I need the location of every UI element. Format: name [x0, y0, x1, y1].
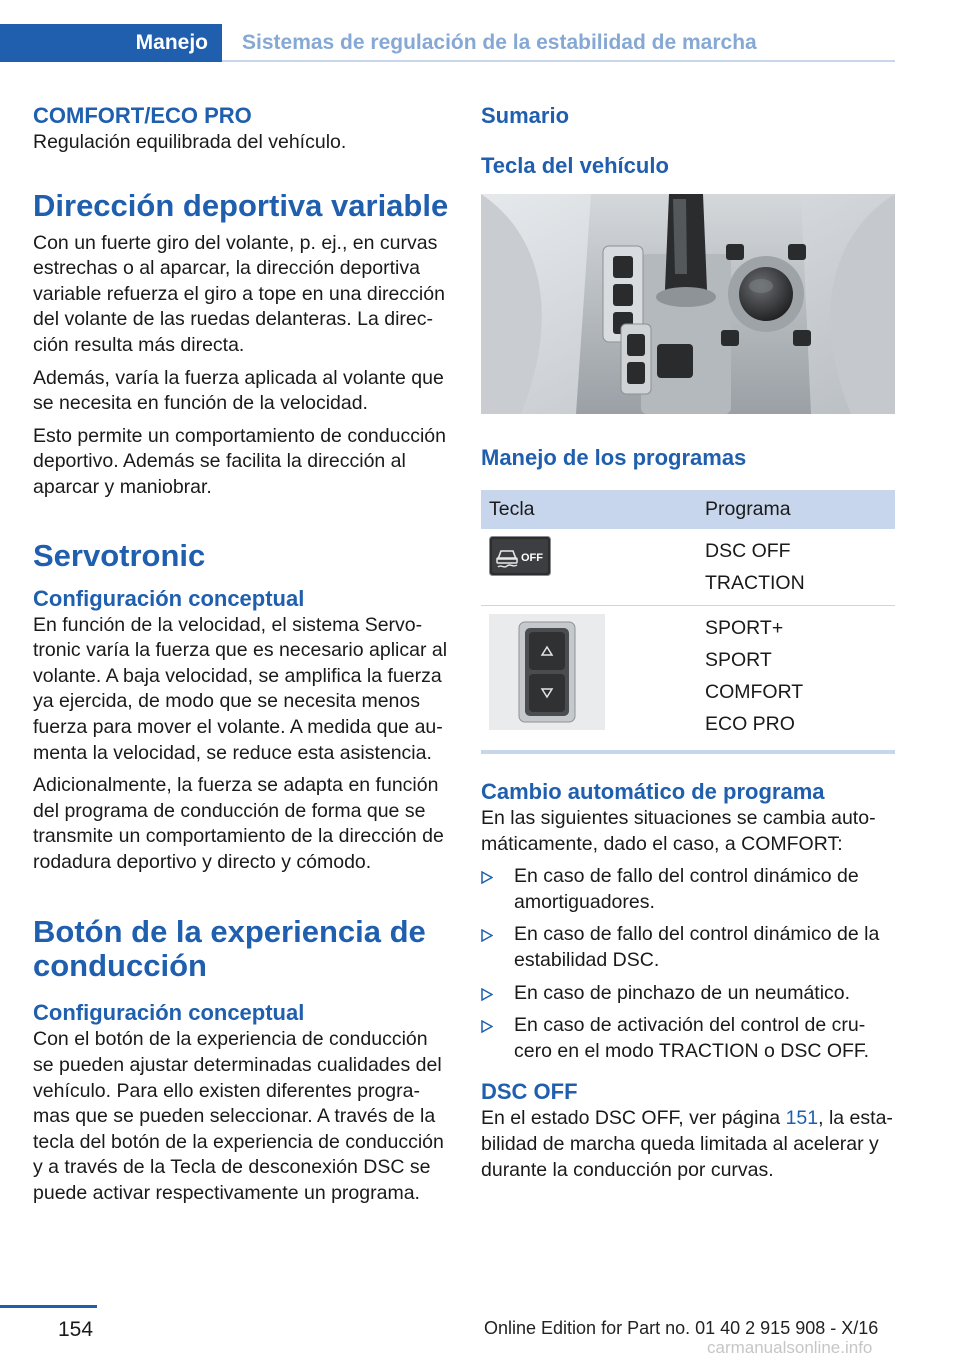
footer-rule — [0, 1305, 97, 1308]
auto-change-heading: Cambio automático de programa — [481, 779, 825, 804]
sumario-heading: Sumario — [481, 103, 570, 128]
programs-table — [481, 490, 895, 746]
watermark: carmanualsonline.info — [707, 1338, 873, 1357]
table-row — [481, 606, 895, 747]
dsc-off-text-after: , la estabilidad de marcha queda limitada al acelerar y durante la conducción por curvas. — [481, 1107, 893, 1181]
comfort-eco-text: Regulación equilibrada del vehículo. — [33, 131, 347, 153]
dsc-off-text-before: En el estado DSC OFF, ver página — [481, 1107, 786, 1130]
header-section-tab: Manejo — [0, 24, 222, 62]
list-item-text: En caso de pinchazo de un neumático. — [514, 981, 851, 1004]
servotronic-subheading: Configuración conceptual — [33, 585, 305, 611]
page-151-link[interactable]: 151 — [785, 1107, 819, 1130]
list-item — [481, 1013, 895, 1064]
left-column — [33, 100, 449, 1207]
programs-heading: Manejo de los programas — [481, 445, 747, 470]
variable-steering-p3: Esto permite un comportamiento de conducción deportivo. Además se facilita la dirección al aparcar y maniobrar. — [33, 424, 446, 498]
list-item-text: En caso de fallo del control dinámico de la estabilidad DSC. — [514, 923, 880, 971]
program-comfort: COMFORT — [705, 681, 804, 703]
edition-info: Online Edition for Part no. 01 40 2 915 908 - X/16 — [484, 1318, 879, 1338]
auto-change-list — [481, 864, 895, 1064]
driving-experience-switch-icon — [489, 614, 605, 730]
program-sport: SPORT — [705, 649, 772, 671]
list-item-text: En caso de activación del control de crucero en el modo TRACTION o DSC OFF. — [514, 1014, 870, 1062]
program-traction: TRACTION — [705, 572, 805, 594]
driving-experience-heading: Botón de la experiencia de conducción — [33, 914, 426, 984]
header-rule — [222, 60, 895, 62]
driving-experience-p1: Con el botón de la experiencia de conducción se pueden ajustar determinadas cualidades del vehículo. Para ello existen diferentes programas que se pueden seleccionar. A través de la tecla del botón de la experiencia de conducción y a través de la Tecla de desconexión DSC se puede activar respectivamente un programa. — [33, 1028, 444, 1205]
dsc-off-text — [481, 1106, 895, 1183]
variable-steering-p1: Con un fuerte giro del volante, p. ej., en curvas estrechas o al aparcar, la dirección deportiva variable refuerza el giro a tope en una dirección del volante de las ruedas delanteras. La dirección resulta más directa. — [33, 231, 445, 356]
triangle-bullet-icon — [481, 929, 493, 942]
table-cell-programs — [697, 606, 895, 747]
page-header — [0, 24, 895, 62]
list-item — [481, 864, 895, 915]
variable-steering-heading: Dirección deportiva variable — [33, 187, 449, 223]
triangle-bullet-icon — [481, 1020, 493, 1033]
header-chapter-title: Sistemas de regulación de la estabilidad de marcha — [242, 31, 757, 54]
program-eco-pro: ECO PRO — [705, 713, 795, 735]
program-dsc-off: DSC OFF — [705, 540, 791, 562]
table-row — [481, 529, 895, 606]
vehicle-button-heading: Tecla del vehículo — [481, 153, 669, 178]
page-number: 154 — [58, 1318, 94, 1341]
dsc-off-button-icon — [489, 536, 551, 576]
auto-change-text: En las siguientes situaciones se cambia automáticamente, dado el caso, a COMFORT: — [481, 807, 876, 855]
driving-experience-subheading: Configuración conceptual — [33, 1000, 305, 1026]
right-column — [481, 100, 895, 1183]
triangle-bullet-icon — [481, 988, 493, 1001]
list-item — [481, 922, 895, 973]
program-sport-plus: SPORT+ — [705, 617, 784, 639]
servotronic-heading: Servotronic — [33, 537, 206, 573]
triangle-bullet-icon — [481, 871, 493, 884]
dsc-off-icon-label: OFF — [521, 552, 543, 564]
table-bottom-rule — [481, 750, 895, 754]
variable-steering-p2: Además, varía la fuerza aplicada al volante que se necesita en función de la velocidad. — [33, 366, 444, 415]
list-item — [481, 981, 895, 1007]
dsc-off-heading: DSC OFF — [481, 1079, 578, 1105]
center-console-photo — [481, 194, 895, 414]
list-item-text: En caso de fallo del control dinámico de amortiguadores. — [514, 865, 859, 913]
table-cell-key — [481, 606, 697, 747]
table-cell-key — [481, 529, 697, 606]
servotronic-p2: Adicionalmente, la fuerza se adapta en función del programa de conducción de forma que se transmite un comportamiento de la dirección de rodadura deportivo y directo y cómodo. — [33, 774, 444, 873]
table-header-key: Tecla — [481, 490, 697, 529]
table-header-row — [481, 490, 895, 529]
table-header-program: Programa — [697, 490, 895, 529]
comfort-eco-heading: COMFORT/ECO PRO — [33, 103, 252, 128]
table-cell-programs — [697, 529, 895, 606]
servotronic-p1: En función de la velocidad, el sistema Servotronic varía la fuerza que es necesario aplicar al volante. A baja velocidad, se amplifica la fuerza ya ejercida, de modo que se necesita menos fuerza para mover el volante. A medida que aumenta la velocidad, se reduce esta asistencia. — [33, 613, 448, 764]
